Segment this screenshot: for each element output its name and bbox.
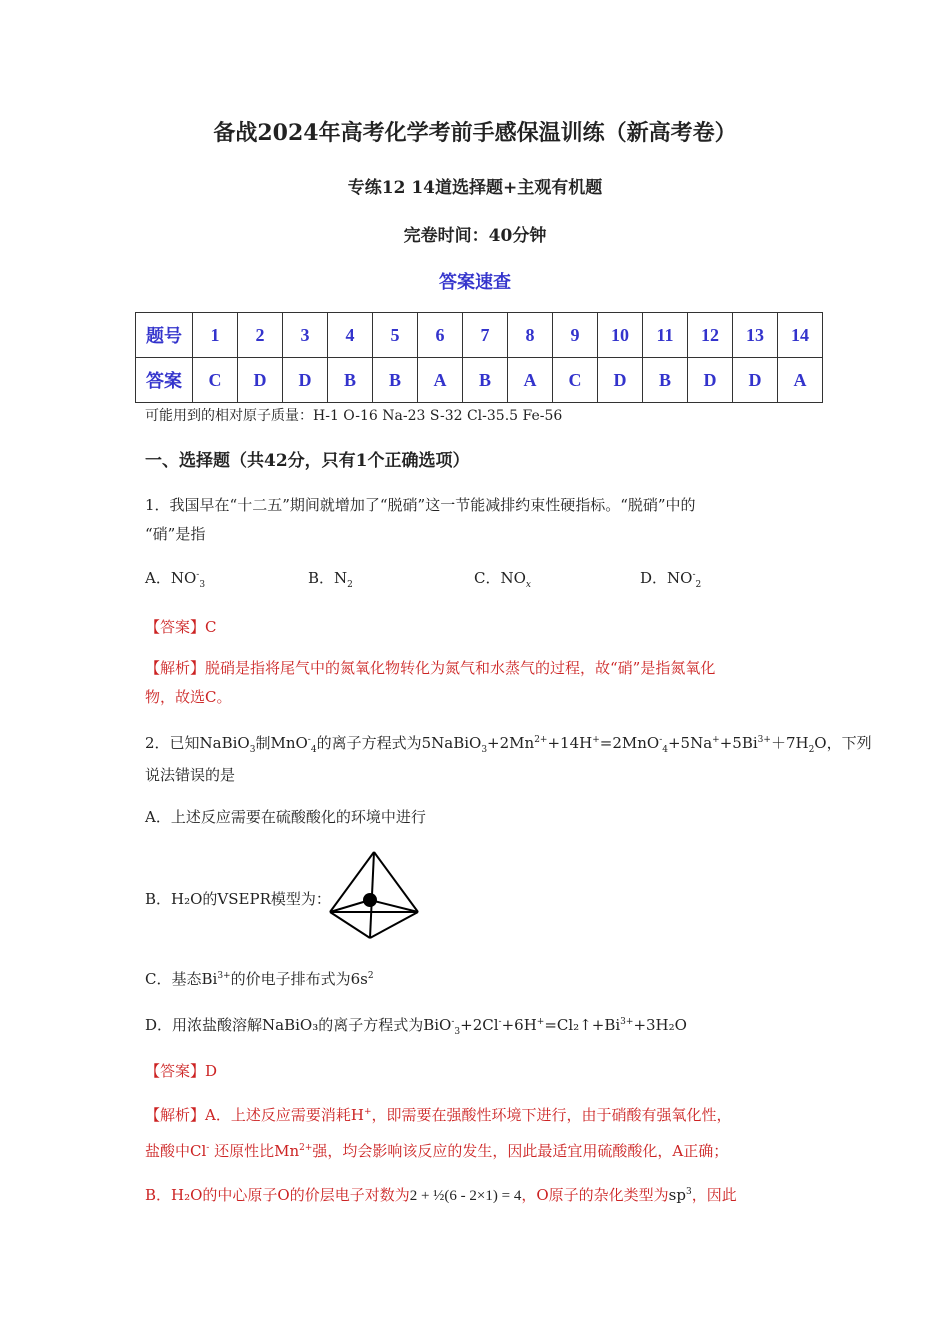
answer-key-row-numbers — [136, 313, 823, 358]
option-subscript: 2 — [695, 580, 702, 590]
number-cell: 10 — [598, 313, 643, 358]
option-subscript: x — [525, 580, 531, 590]
answer-cell: B — [643, 358, 688, 403]
q1-option-b — [308, 567, 353, 590]
option-formula: N — [334, 569, 348, 587]
explain-part: ，因此 — [691, 1186, 737, 1204]
stem-part: 2．已知NaBiO — [145, 734, 250, 752]
stem-part: +5Na — [667, 734, 713, 752]
explain-part: B．H₂O的中心原子O的价层电子对数为 — [145, 1186, 410, 1204]
answer-value: C — [205, 618, 217, 636]
q1-option-c — [474, 567, 531, 590]
q2-answer — [145, 1060, 217, 1081]
option-part: +6H — [501, 1016, 537, 1034]
q2-explain-line2: 盐酸中Cl- 还原性比$Mn^{2+}$强，均会影响该反应的发生，因此最适宜用硫酸酸化，A正确； — [145, 1142, 729, 1160]
answer-tag: 【答案】 — [145, 618, 206, 636]
answer-key-row-answers — [136, 358, 823, 403]
stem-part: +2Mn — [487, 734, 535, 752]
answer-cell: D — [733, 358, 778, 403]
option-part: C．基态Bi — [145, 970, 218, 988]
option-formula: NO — [170, 569, 197, 587]
option-part: +2Cl — [460, 1016, 499, 1034]
number-cell: 4 — [328, 313, 373, 358]
answer-cell: A — [778, 358, 823, 403]
tetra-edge — [330, 912, 370, 938]
tetra-edge — [370, 912, 418, 938]
number-cell: 12 — [688, 313, 733, 358]
answer-cell: D — [688, 358, 733, 403]
option-label: D． — [640, 569, 668, 587]
answer-cell: D — [598, 358, 643, 403]
q1-option-a — [145, 567, 205, 590]
q1-stem-line2: “硝”是指 — [145, 525, 206, 543]
option-part: +3H₂O — [633, 1016, 687, 1034]
number-cell: 9 — [553, 313, 598, 358]
tetrahedron-diagram — [326, 848, 422, 942]
option-part: =Cl₂↑+Bi — [544, 1016, 621, 1034]
q2-option-c: C．基态$Bi^{3+}$的价电子排布式为$6s^2$ — [145, 970, 374, 988]
explain-part: ，O原子的杂化类型为 — [521, 1186, 669, 1204]
number-cell: 2 — [238, 313, 283, 358]
option-label: A． — [145, 569, 171, 587]
answer-cell: D — [238, 358, 283, 403]
q2-option-b: B．H₂O的VSEPR模型为： — [145, 890, 331, 908]
stem-part: ＋7H — [770, 734, 809, 752]
answer-cell: C — [193, 358, 238, 403]
atomic-masses-note: 可能用到的相对原子质量：H-1 O-16 Na-23 S-32 Cl-35.5 Fe-56 — [145, 408, 563, 424]
q1-option-d — [640, 567, 701, 590]
explain-part: A．上述反应需要消耗H — [205, 1106, 364, 1124]
q1-explain-line1 — [145, 657, 715, 678]
answer-cell: B — [463, 358, 508, 403]
option-part: 的价电子排布式为6s — [230, 970, 368, 988]
answer-value: D — [205, 1062, 218, 1080]
answer-cell: D — [283, 358, 328, 403]
stem-part: 制MnO — [255, 734, 308, 752]
option-charge: - — [196, 570, 200, 580]
option-formula: NO — [667, 569, 693, 587]
answer-tag: 【答案】 — [145, 1062, 206, 1080]
answer-key-heading: 答案速查 — [439, 272, 511, 293]
explain-part: ，即需要在强酸性环境下进行，由于硝酸有强氧化性， — [371, 1106, 732, 1124]
number-cell: 13 — [733, 313, 778, 358]
number-cell: 11 — [643, 313, 688, 358]
number-cell: 1 — [193, 313, 238, 358]
hybrid-formula: 2 + ½(6 - 2×1) = 4 — [409, 1188, 522, 1204]
q1-explain-line2: 物，故选C。 — [145, 688, 232, 706]
row-label: 题号 — [136, 313, 193, 358]
option-label: C． — [474, 569, 501, 587]
option-formula: NO — [500, 569, 526, 587]
stem-part: +5Bi — [719, 734, 758, 752]
q2-explain-line1: 【解析】A．上述反应需要消耗H+，即需要在强酸性环境下进行，由于硝酸有强氧化性， — [145, 1106, 732, 1124]
q2-option-d: D．用浓盐酸溶解NaBiO₃的离子方程式为$BiO^-_3+2Cl^-+6H^+=Cl_2↑+Bi^{3+}+3H_2O$ — [145, 1016, 687, 1037]
answer-cell: A — [508, 358, 553, 403]
central-atom — [363, 893, 377, 907]
number-cell: 3 — [283, 313, 328, 358]
page-subtitle: 专练12 14道选择题+主观有机题 — [347, 178, 603, 198]
option-charge: - — [692, 570, 696, 580]
option-label: B． — [308, 569, 335, 587]
row-label: 答案 — [136, 358, 193, 403]
stem-part: =2MnO — [599, 734, 660, 752]
number-cell: 5 — [373, 313, 418, 358]
number-cell: 8 — [508, 313, 553, 358]
sp-notation: sp — [668, 1186, 686, 1204]
explain-part: 还原性比Mn — [209, 1142, 300, 1160]
number-cell: 7 — [463, 313, 508, 358]
explain-tag: 【解析】 — [145, 659, 206, 677]
answer-key-table — [135, 312, 823, 403]
option-subscript: 3 — [199, 580, 206, 590]
answer-cell: C — [553, 358, 598, 403]
option-part: D．用浓盐酸溶解NaBiO₃的离子方程式为BiO — [145, 1016, 452, 1034]
explain-tag: 【解析】 — [145, 1106, 206, 1124]
answer-cell: B — [373, 358, 418, 403]
q2-option-a: A．上述反应需要在硫酸酸化的环境中进行 — [145, 808, 426, 826]
stem-part: O，下列 — [814, 734, 872, 752]
number-cell: 6 — [418, 313, 463, 358]
time-label: 完卷时间：40分钟 — [403, 226, 547, 246]
q1-stem-line1: 1．我国早在“十二五”期间就增加了“脱硝”这一节能减排约束性硬指标。“脱硝”中的 — [145, 496, 696, 514]
answer-cell: B — [328, 358, 373, 403]
explain-text: 脱硝是指将尾气中的氮氧化物转化为氮气和水蒸气的过程，故“硝”是指氮氧化 — [205, 659, 716, 677]
q1-answer — [145, 616, 217, 637]
q2-explain-line3: B．H₂O的中心原子O的价层电子对数为2 + ½(6 - 2×1) = 4，O原子的杂化类型为$sp^3$，因此 — [145, 1186, 737, 1204]
number-cell: 14 — [778, 313, 823, 358]
stem-part: +14H — [547, 734, 593, 752]
q2-stem-line1: 2．已知NaBiO$_3$制MnO-$_4$的离子方程式为$5NaBiO_3+2Mn^{2+}+14H^+=2MnO^-_4+5Na^++5Bi^{3+}+7H_2O$，下列 — [145, 734, 872, 755]
stem-part: 的离子方程式为5NaBiO — [316, 734, 482, 752]
section-heading: 一、选择题（共42分，只有1个正确选项） — [145, 451, 470, 471]
q2-stem-line2: 说法错误的是 — [145, 766, 236, 784]
explain-part: 盐酸中Cl — [145, 1142, 207, 1160]
page-title: 备战2024年高考化学考前手感保温训练（新高考卷） — [213, 120, 737, 146]
explain-part: 强，均会影响该反应的发生，因此最适宜用硫酸酸化，A正确； — [312, 1142, 729, 1160]
answer-cell: A — [418, 358, 463, 403]
option-subscript: 2 — [347, 580, 353, 590]
